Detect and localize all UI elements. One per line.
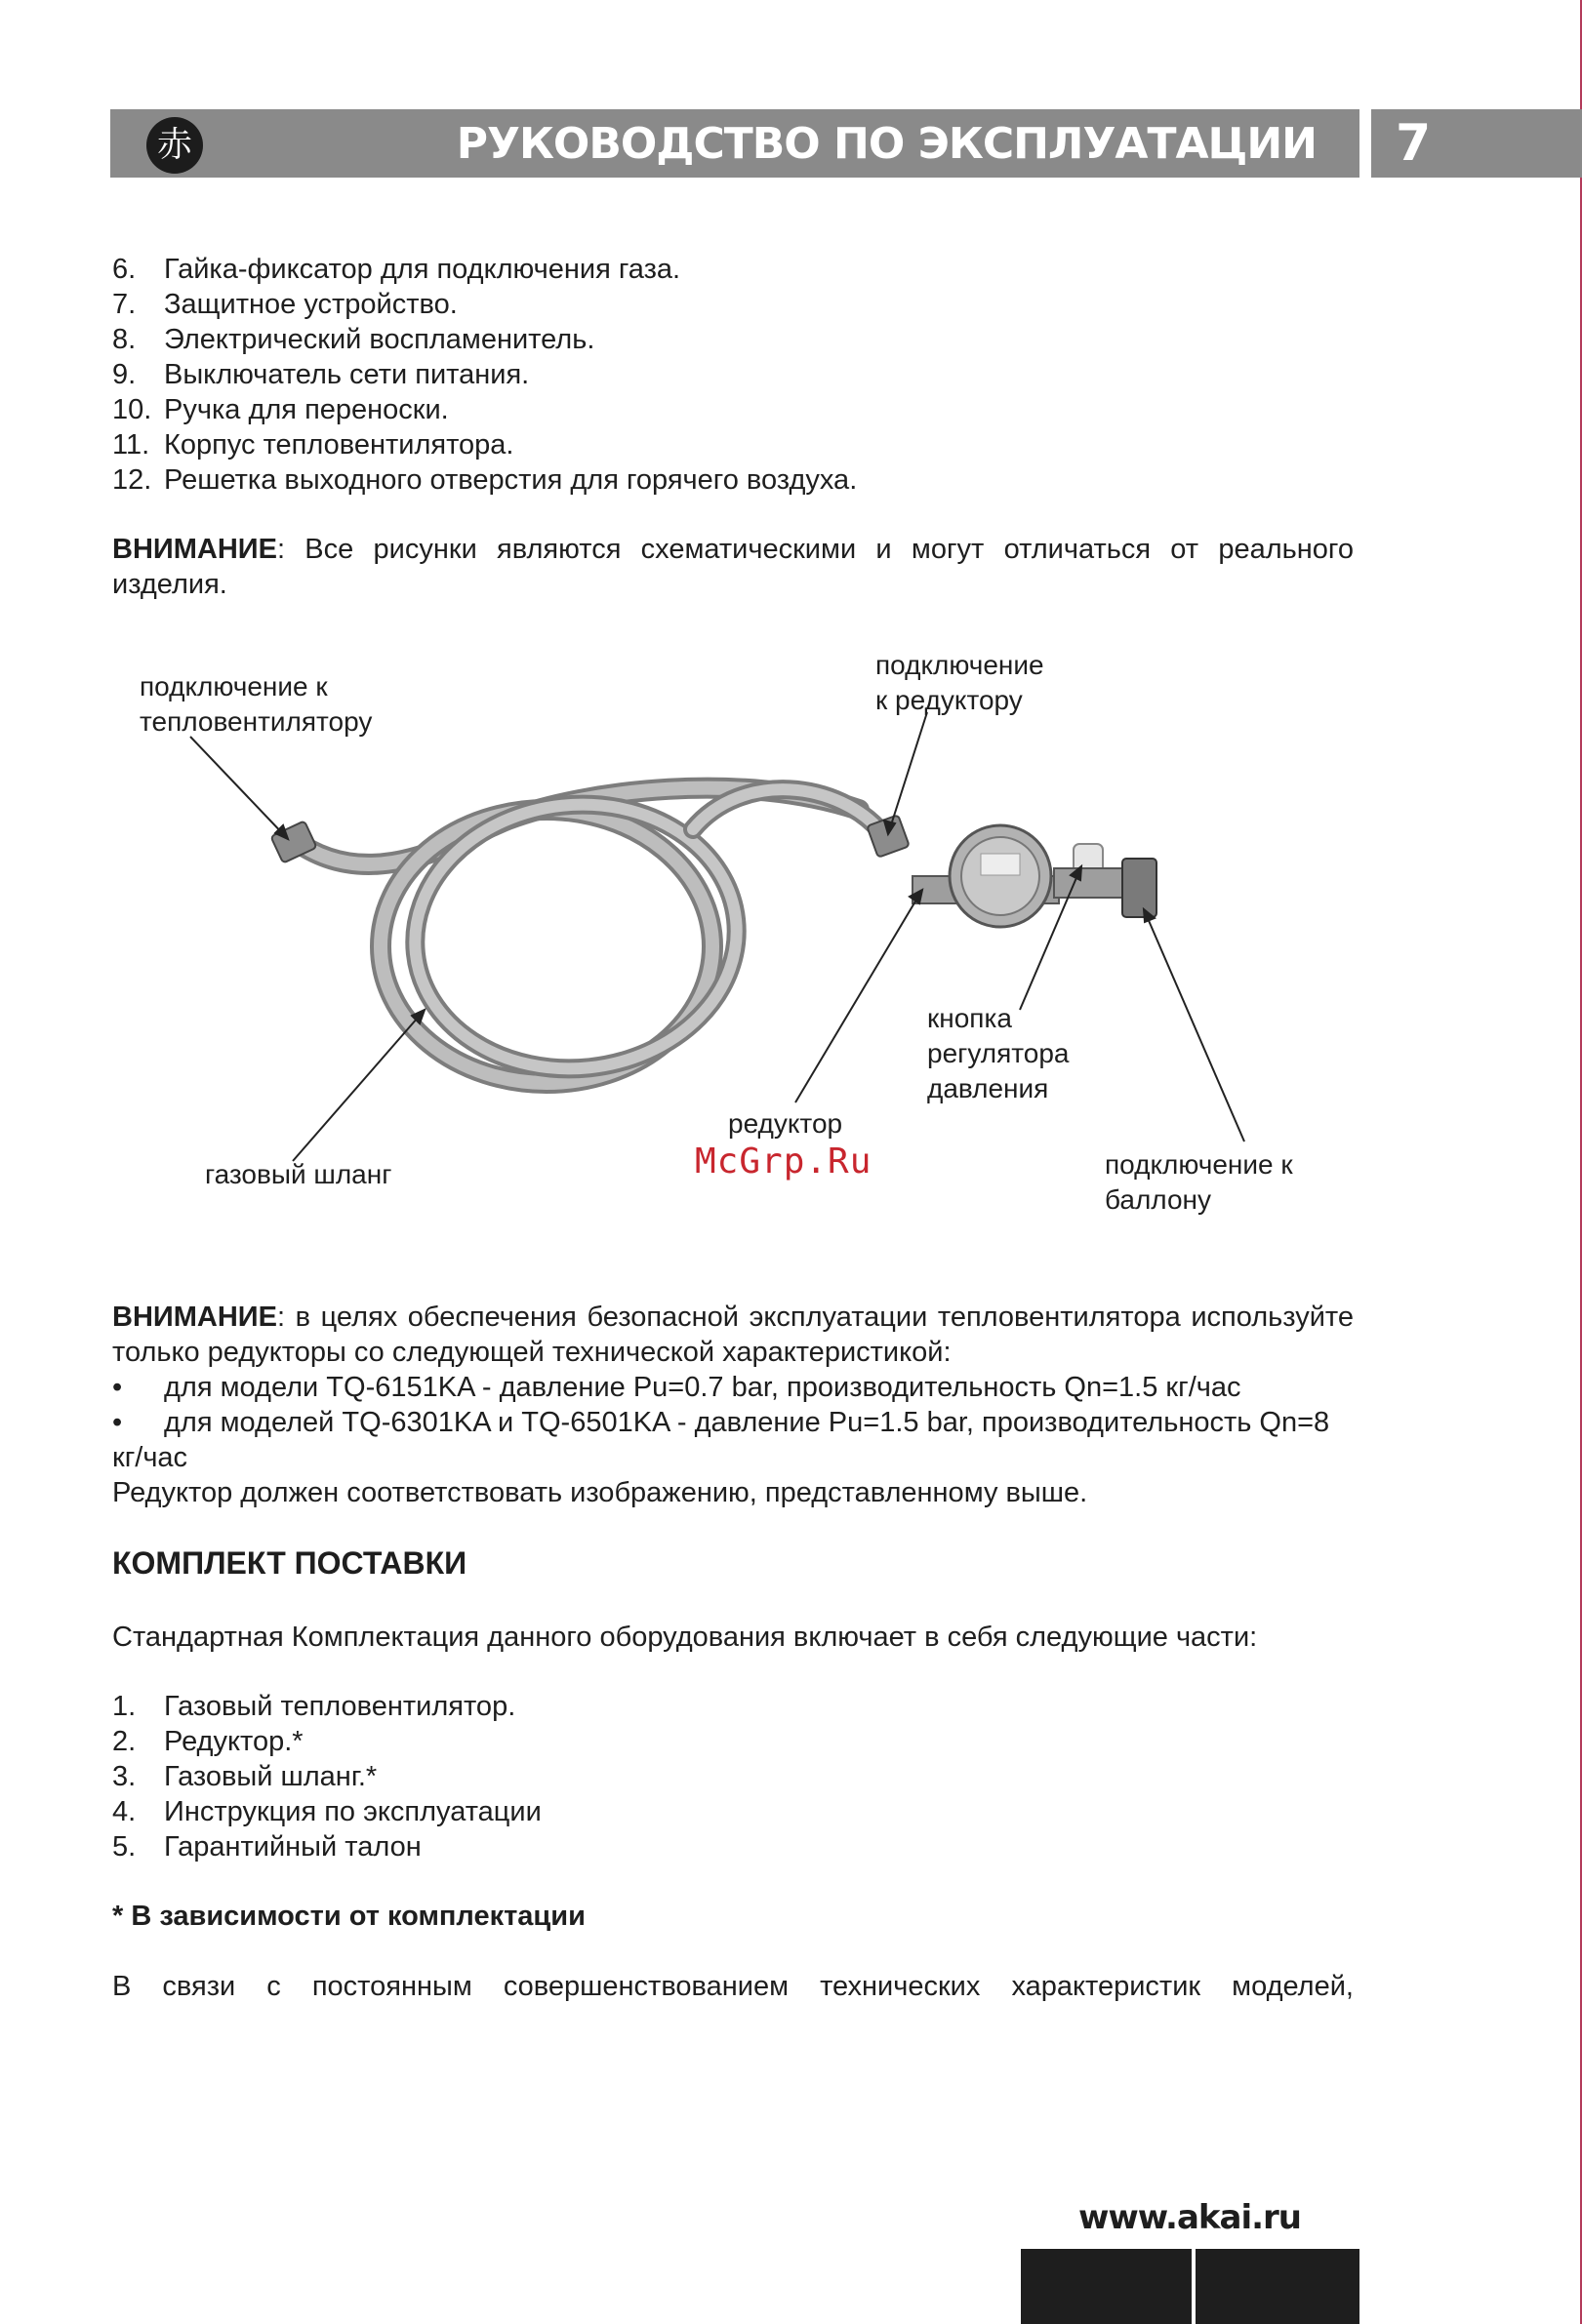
label-line: подключение к [1105, 1149, 1293, 1180]
list-item-number: 1. [112, 1691, 137, 1722]
label-line: регулятора [927, 1038, 1070, 1068]
pressure-reducer [913, 825, 1156, 927]
notice-reducer-requirements [112, 1300, 1354, 1510]
list-item [112, 392, 857, 427]
footer-block-left [1021, 2249, 1192, 2324]
list-item-number: 5. [112, 1831, 137, 1863]
label-line: тепловентилятору [140, 706, 373, 737]
gas-hose-reducer-figure [0, 624, 1582, 1229]
akai-logo-icon: 赤 [146, 117, 203, 174]
list-item-text: Корпус тепловентилятора. [164, 429, 514, 461]
list-item-text: Выключатель сети питания. [164, 359, 530, 390]
label-reducer-connection [875, 648, 1044, 718]
bullet-item [112, 1370, 1354, 1405]
list-item-number: 4. [112, 1796, 137, 1827]
list-item-text: Гайка-фиксатор для подключения газа. [164, 254, 681, 285]
list-item [112, 1829, 542, 1864]
list-item-text: Газовый шланг.* [164, 1761, 378, 1792]
notice-figures-schematic [112, 532, 1354, 602]
bullet-icon: • [112, 1372, 123, 1403]
website-link[interactable]: www.akai.ru [1077, 2198, 1301, 2237]
list-item [112, 357, 857, 392]
list-item-number: 7. [112, 289, 137, 320]
list-item-text: Решетка выходного отверстия для горячего воздуха. [164, 464, 858, 496]
label-line: подключение [875, 650, 1044, 680]
list-item [112, 427, 857, 462]
bullet-continuation: кг/час [112, 1442, 188, 1473]
bullet-item [112, 1405, 1354, 1440]
list-item [112, 1689, 542, 1724]
bullet-text: для модели TQ-6151KA - давление Pu=0.7 bar, производительность Qn=1.5 кг/час [164, 1372, 1241, 1403]
list-item-text: Гарантийный талон [164, 1831, 422, 1863]
notice-text: : Все рисунки являются схематическими и могут отличаться от реального изделия. [112, 534, 1354, 600]
list-item-number: 3. [112, 1761, 137, 1792]
notice-intro: : в целях обеспечения безопасной эксплуатации тепловентилятора используйте только редукторы со следующей технической характеристикой: [112, 1302, 1354, 1368]
label-reducer: редуктор [728, 1108, 843, 1139]
improvement-notice: В связи с постоянным совершенствованием технических характеристик моделей, [112, 1971, 1354, 2002]
parts-list [112, 252, 857, 498]
list-item-text: Защитное устройство. [164, 289, 458, 320]
kit-intro: Стандартная Комплектация данного оборудования включает в себя следующие части: [112, 1622, 1258, 1653]
list-item [112, 252, 857, 287]
list-item-text: Газовый тепловентилятор. [164, 1691, 516, 1722]
label-gas-hose: газовый шланг [205, 1159, 392, 1189]
kit-footnote: * В зависимости от комплектации [112, 1901, 586, 1932]
watermark: McGrp.Ru [695, 1142, 872, 1182]
list-item-text: Ручка для переноски. [164, 394, 449, 425]
list-item-text: Электрический воспламенитель. [164, 324, 595, 355]
bullet-text: для моделей TQ-6301KA и TQ-6501KA - давление Pu=1.5 bar, производительность Qn=8 [164, 1407, 1330, 1438]
list-item [112, 287, 857, 322]
label-heater-connection [140, 669, 372, 740]
section-title: КОМПЛЕКТ ПОСТАВКИ [112, 1545, 467, 1581]
list-item [112, 462, 857, 498]
list-item [112, 322, 857, 357]
list-item-number: 10. [112, 394, 152, 425]
label-line: кнопка [927, 1003, 1012, 1033]
label-line: баллону [1105, 1184, 1211, 1215]
page-number: 7 [1396, 114, 1432, 173]
list-item-number: 2. [112, 1726, 137, 1757]
list-item [112, 1759, 542, 1794]
list-item [112, 1794, 542, 1829]
list-item-number: 9. [112, 359, 137, 390]
footer-block-right [1196, 2249, 1359, 2324]
list-item-number: 12. [112, 464, 152, 496]
list-item-text: Инструкция по эксплуатации [164, 1796, 542, 1827]
list-item-number: 6. [112, 254, 137, 285]
label-line: давления [927, 1073, 1049, 1103]
list-item-number: 11. [112, 429, 150, 461]
notice-label: ВНИМАНИЕ [112, 534, 277, 565]
list-item-number: 8. [112, 324, 137, 355]
list-item [112, 1724, 542, 1759]
notice-label: ВНИМАНИЕ [112, 1302, 277, 1333]
label-pressure-button [927, 1001, 1069, 1106]
label-line: подключение к [140, 671, 328, 701]
label-line: к редуктору [875, 685, 1023, 715]
page-title: РУКОВОДСТВО ПО ЭКСПЛУАТАЦИИ [456, 119, 1317, 169]
bullet-icon: • [112, 1407, 123, 1438]
label-cylinder-connection [1105, 1147, 1293, 1218]
notice-closing: Редуктор должен соответствовать изображению, представленному выше. [112, 1477, 1088, 1508]
list-item-text: Редуктор.* [164, 1726, 304, 1757]
kit-list [112, 1689, 542, 1864]
